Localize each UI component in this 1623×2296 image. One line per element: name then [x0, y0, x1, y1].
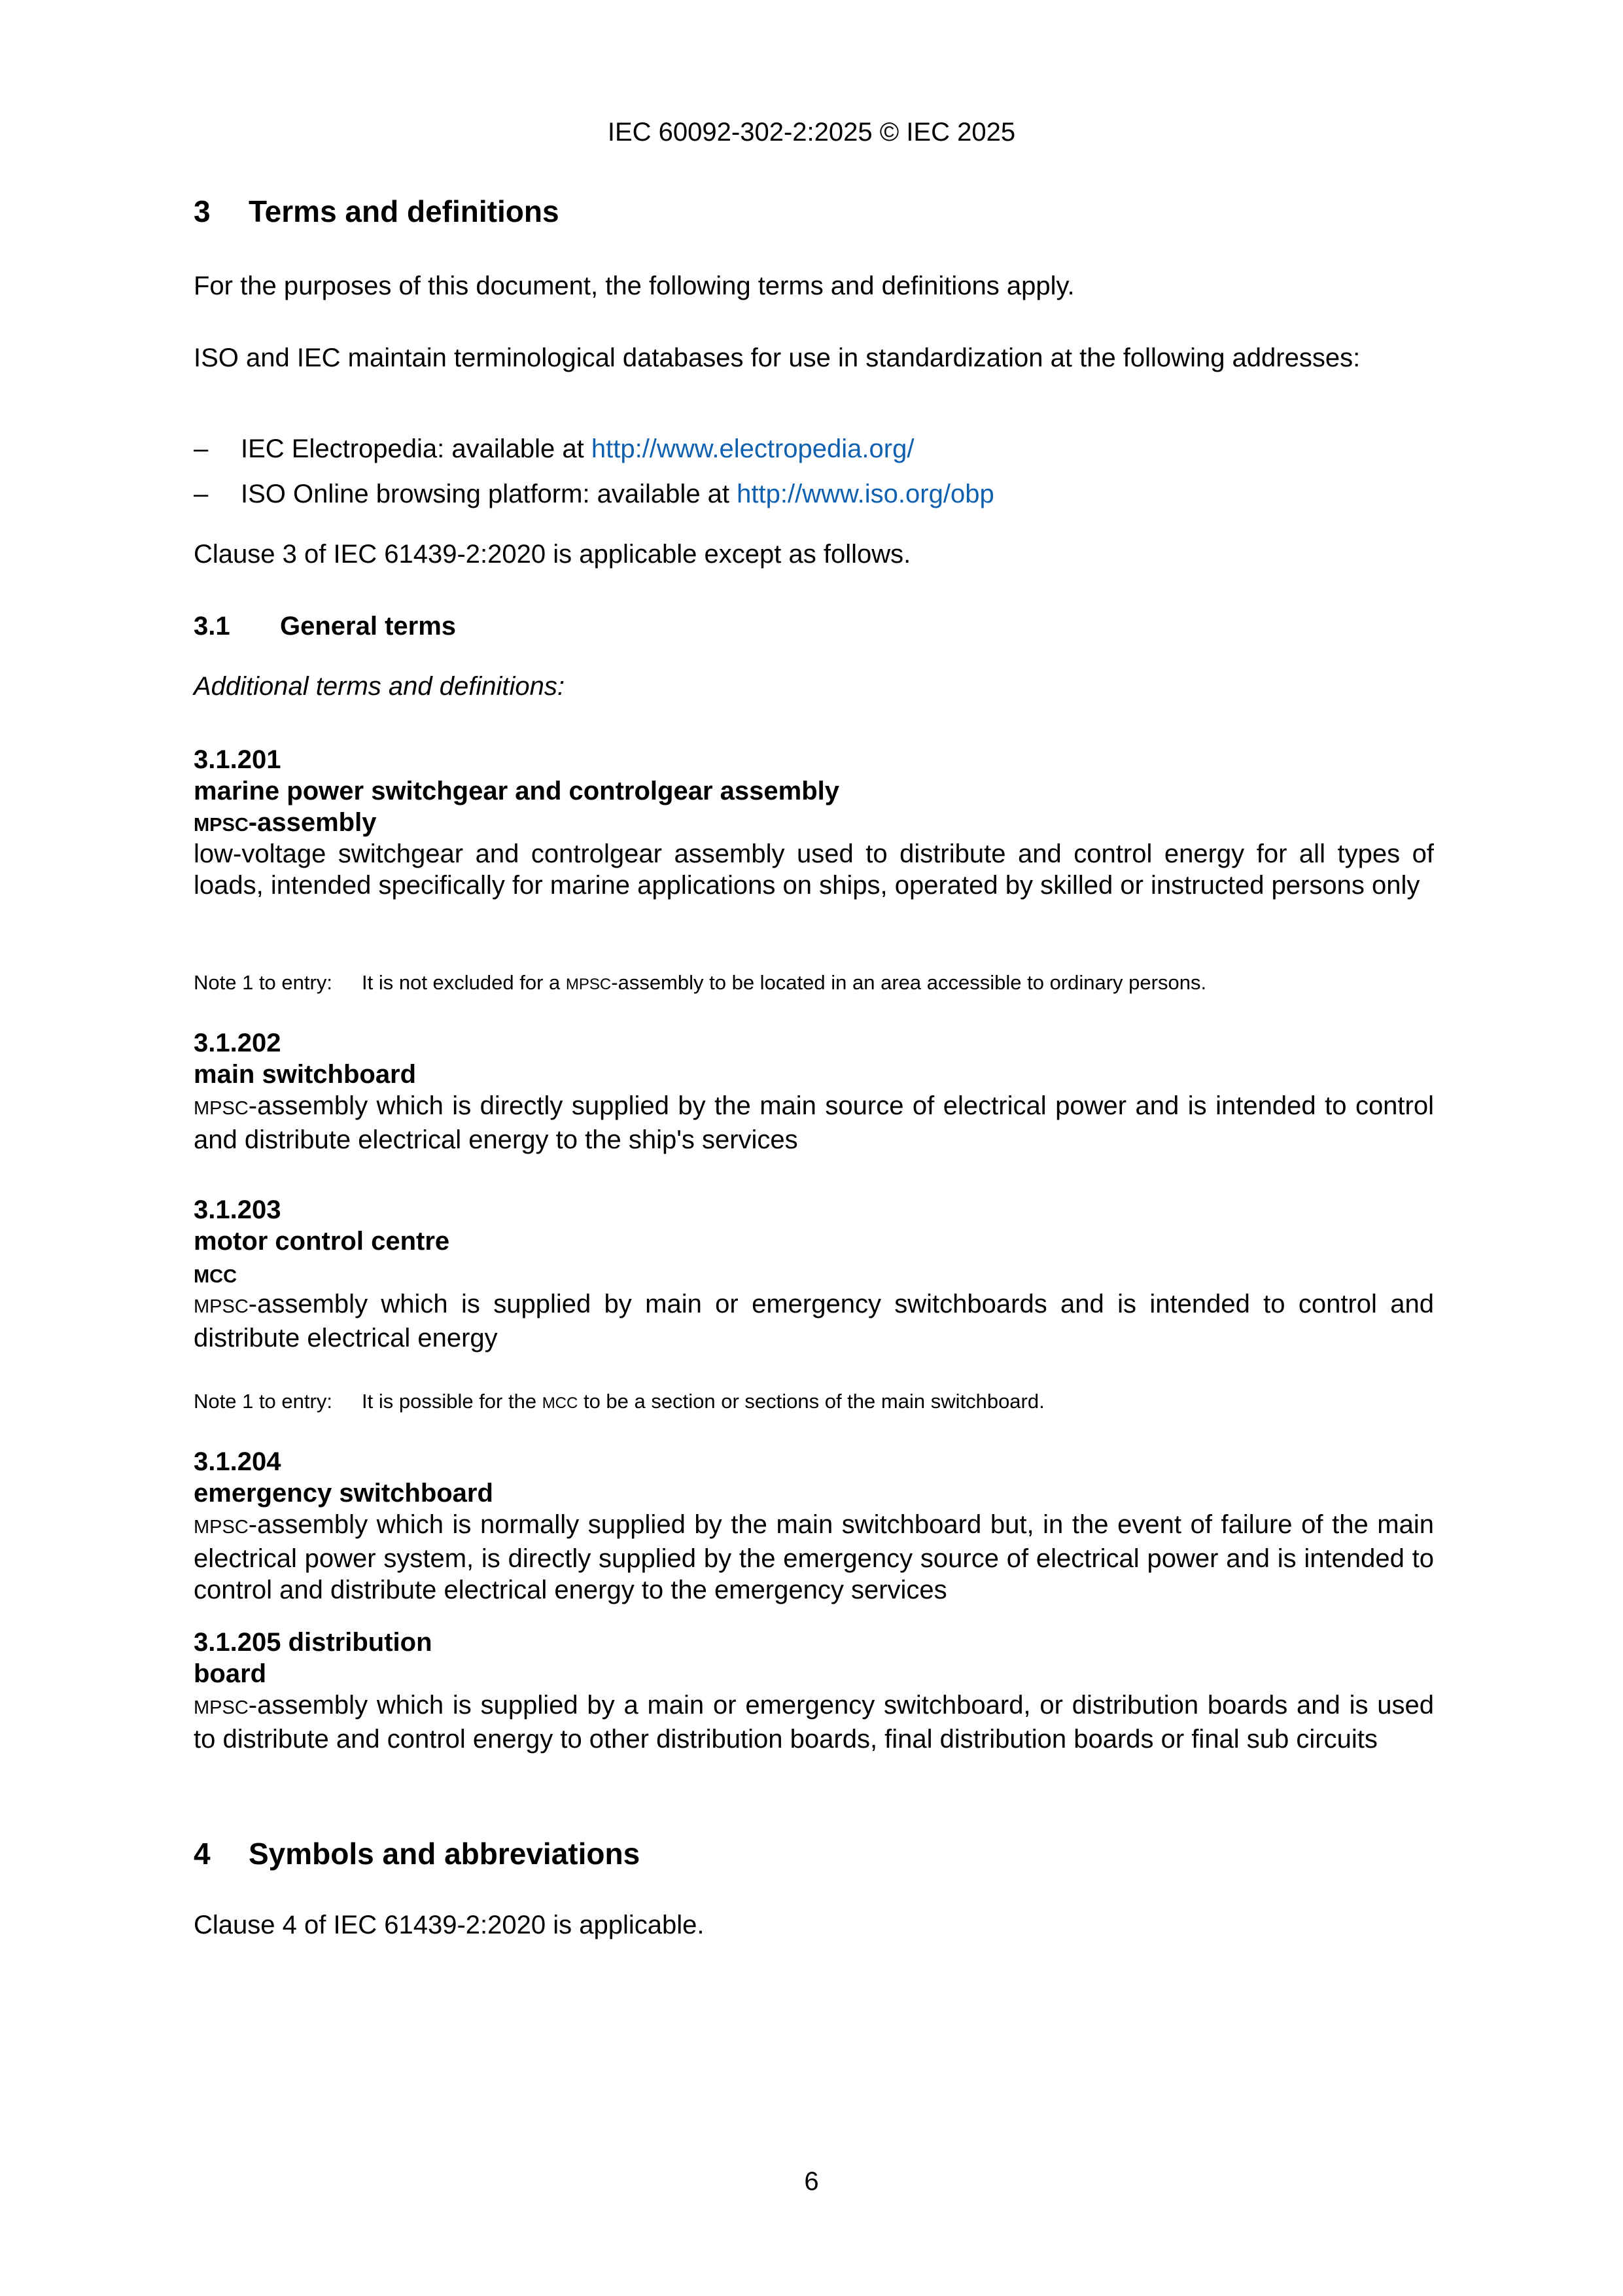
section-number: 3: [194, 194, 211, 228]
bullet-iso-obp: [194, 480, 994, 509]
entry-definition: low-voltage switchgear and controlgear assembly used to distribute and control energy for all types of loads, intended specifically for marine applications on ships, operated by skilled or instructed persons only: [194, 839, 1434, 900]
section-number: 4: [194, 1837, 211, 1871]
def-text: -assembly which is supplied by a main or emergency switchboard, or distribution boards and is used to distribute and control energy to other distribution boards, final distribution boards or final sub circuits: [194, 1691, 1434, 1754]
bullet-text: IEC Electropedia: available at: [241, 434, 591, 463]
entry-definition: [194, 1090, 1434, 1156]
intro-paragraph: For the purposes of this document, the following terms and definitions apply.: [194, 272, 1075, 300]
section-3-heading: [194, 194, 559, 229]
entry-number: 3.1.201: [194, 745, 281, 774]
section-title: Symbols and abbreviations: [249, 1837, 640, 1871]
iso-obp-link[interactable]: http://www.iso.org/obp: [737, 480, 994, 508]
section-4-heading: [194, 1836, 640, 1871]
running-header: IEC 60092-302-2:2025 © IEC 2025: [607, 118, 1016, 147]
clause-3-applicability: Clause 3 of IEC 61439-2:2020 is applicable except as follows.: [194, 540, 911, 569]
entry-number: 3.1.202: [194, 1029, 281, 1057]
entry-term: motor control centre: [194, 1227, 450, 1256]
section-title: Terms and definitions: [249, 194, 559, 228]
page-number: 6: [804, 2167, 819, 2196]
note-text-end: -assembly to be located in an area accessible to ordinary persons.: [611, 971, 1207, 994]
electropedia-link[interactable]: http://www.electropedia.org/: [591, 434, 915, 463]
abbr-smallcaps: MPSC: [194, 815, 249, 836]
subsection-number: 3.1: [194, 612, 230, 641]
def-text: -assembly which is directly supplied by the main source of electrical power and is intended to control and distribute electrical energy to the ship's services: [194, 1091, 1434, 1154]
note-text: It is possible for the: [362, 1390, 542, 1413]
def-abbr: MPSC: [194, 1098, 249, 1119]
subsection-3-1-heading: [194, 612, 456, 641]
note-text-end: to be a section or sections of the main switchboard.: [578, 1390, 1045, 1413]
entry-number: 3.1.204: [194, 1447, 281, 1476]
terminology-databases-paragraph: ISO and IEC maintain terminological databases for use in standardization at the following addresses:: [194, 344, 1361, 372]
entry-abbreviation: [194, 807, 1434, 841]
entry-definition: [194, 1509, 1434, 1606]
bullet-electropedia: [194, 434, 914, 464]
def-abbr: MPSC: [194, 1517, 249, 1538]
entry-note: [194, 1390, 1045, 1413]
entry-term: board: [194, 1659, 267, 1688]
note-label: Note 1 to entry:: [194, 1390, 332, 1413]
entry-number: 3.1.203: [194, 1195, 281, 1224]
note-abbr: MPSC: [565, 976, 612, 993]
entry-term: main switchboard: [194, 1060, 417, 1089]
entry-number: 3.1.205 distribution: [194, 1628, 432, 1657]
def-text: -assembly which is normally supplied by the main switchboard but, in the event of failure of the main electrical power system, is directly supplied by the emergency source of electrical power and is intended to control and distribute electrical energy to the emergency services: [194, 1510, 1434, 1604]
entry-term: marine power switchgear and controlgear assembly: [194, 777, 839, 805]
entry-abbreviation: MCC: [194, 1266, 237, 1287]
additional-terms-lead: Additional terms and definitions:: [194, 672, 565, 701]
clause-4-applicability: Clause 4 of IEC 61439-2:2020 is applicable.: [194, 1911, 705, 1939]
entry-note: [194, 971, 1206, 995]
def-abbr: MPSC: [194, 1296, 249, 1317]
note-text: It is not excluded for a: [362, 971, 566, 994]
def-text: -assembly which is supplied by main or emergency switchboards and is intended to control and distribute electrical energy: [194, 1290, 1434, 1352]
note-label: Note 1 to entry:: [194, 971, 332, 994]
bullet-dash: –: [194, 480, 209, 508]
note-abbr: MCC: [542, 1394, 578, 1412]
subsection-title: General terms: [280, 612, 457, 641]
entry-definition: [194, 1689, 1434, 1755]
bullet-dash: –: [194, 434, 209, 463]
def-abbr: MPSC: [194, 1697, 249, 1718]
entry-definition: [194, 1288, 1434, 1354]
abbr-suffix: -assembly: [248, 808, 377, 837]
entry-term: emergency switchboard: [194, 1479, 493, 1508]
bullet-text: ISO Online browsing platform: available at: [241, 480, 737, 508]
